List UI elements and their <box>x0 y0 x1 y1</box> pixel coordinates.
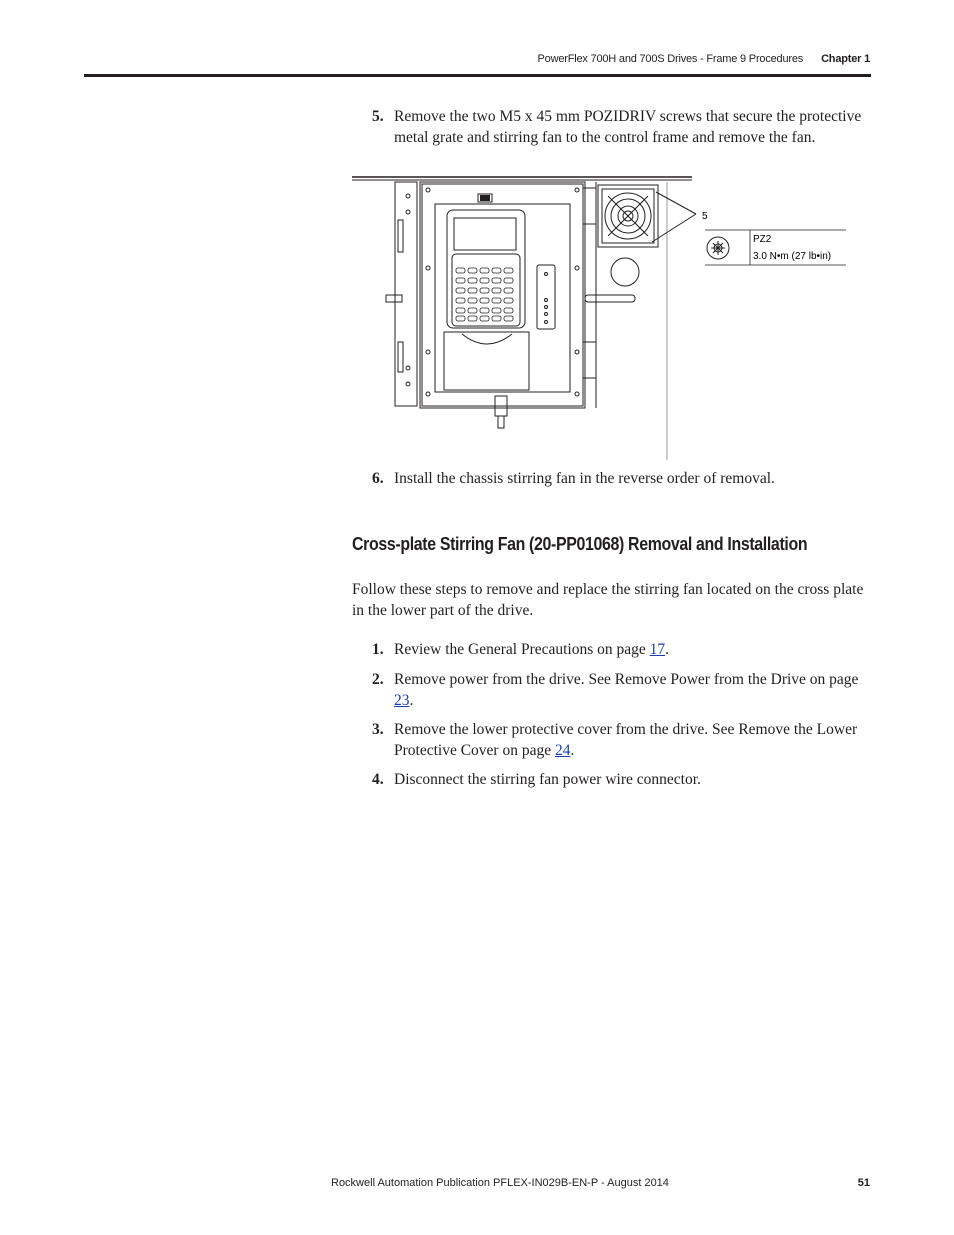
page-number: 51 <box>857 1177 870 1189</box>
list-item <box>352 770 872 791</box>
step-text: Install the chassis stirring fan in the reverse order of removal. <box>394 470 775 487</box>
step-punct: . <box>409 691 414 709</box>
step-text: Remove the lower protective cover from the drive. See Remove the Lower Protective Cover on page <box>394 721 858 759</box>
step-6 <box>352 469 872 490</box>
header-title: PowerFlex 700H and 700S Drives - Frame 9 Procedures <box>537 53 804 65</box>
section-heading: Cross-plate Stirring Fan (20-PP01068) Removal and Installation <box>352 533 808 554</box>
header-chapter: Chapter 1 <box>821 53 870 65</box>
list-item <box>352 720 872 761</box>
control-frame-illustration <box>350 172 850 462</box>
torque-label: 3.0 N•m (27 lb•in) <box>753 251 832 262</box>
list-item <box>352 640 872 661</box>
page-link[interactable]: 23 <box>394 691 410 709</box>
page-link[interactable]: 17 <box>649 641 666 658</box>
pozidriv-icon <box>707 237 729 259</box>
drive-figure <box>350 172 850 467</box>
step-number: 5. <box>372 108 384 125</box>
running-header <box>538 53 870 65</box>
footer-publication: Rockwell Automation Publication PFLEX-IN029B-EN-P - August 2014 <box>331 1177 669 1189</box>
step-punct: . <box>665 641 670 658</box>
step-5 <box>352 107 872 148</box>
header-rule <box>84 74 871 77</box>
step-text: Review the General Precautions on page <box>394 641 650 658</box>
callout-number: 5 <box>702 211 708 222</box>
step-number: 6. <box>372 470 384 487</box>
section-intro: Follow these steps to remove and replace the stirring fan located on the cross plate in the lower part of the drive. <box>352 581 864 619</box>
page-link[interactable]: 24 <box>554 741 571 759</box>
step-number: 2. <box>372 671 384 688</box>
step-number: 4. <box>372 771 384 788</box>
list-item <box>352 670 872 711</box>
keypad-keys <box>456 268 513 321</box>
bit-label: PZ2 <box>753 234 772 245</box>
step-number: 3. <box>372 721 384 738</box>
step-text: Remove the two M5 x 45 mm POZIDRIV screws that secure the protective metal grate and stirring fan to the control frame and remove the fan. <box>394 108 862 146</box>
step-number: 1. <box>372 641 384 658</box>
step-text: Disconnect the stirring fan power wire connector. <box>394 771 701 788</box>
step-text: Remove power from the drive. See Remove Power from the Drive on page <box>394 671 859 688</box>
step-punct: . <box>570 741 575 759</box>
